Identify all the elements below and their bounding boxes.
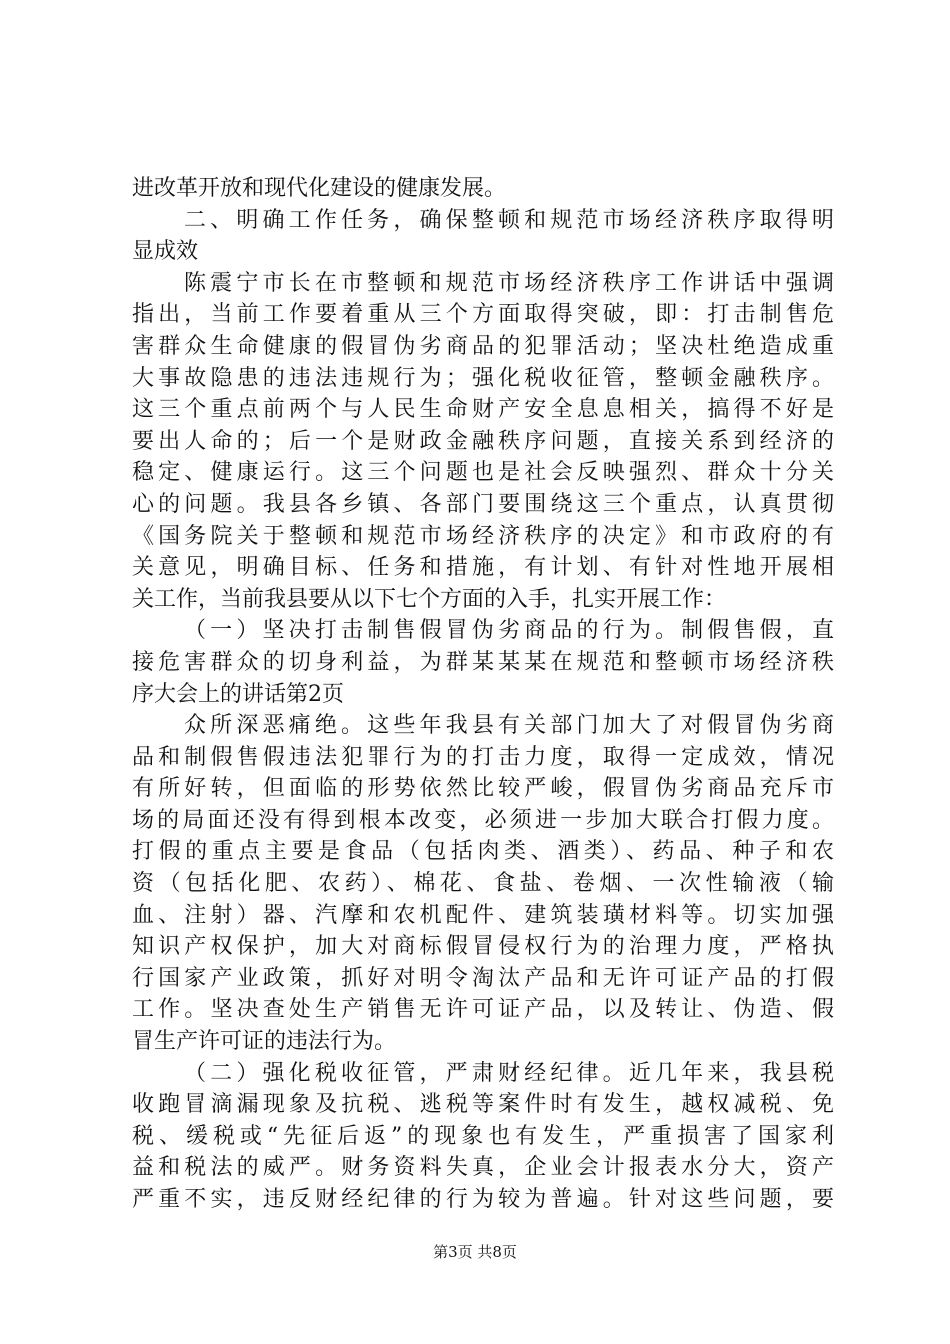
text-line: 工作。坚决查处生产销售无许可证产品，以及转让、伪造、假 (132, 997, 834, 1023)
text-line: 资（包括化肥、农药）、棉花、食盐、卷烟、一次性输液（输 (132, 871, 834, 897)
text-line: 指出，当前工作要着重从三个方面取得突破，即：打击制售危 (132, 302, 834, 328)
text-line: 冒生产许可证的违法行为。 (132, 1029, 397, 1055)
text-line: 这三个重点前两个与人民生命财产安全息息相关，搞得不好是 (132, 397, 834, 423)
text-line: 接危害群众的切身利益，为群某某某在规范和整顿市场经济秩 (132, 649, 834, 675)
text-line: （二）强化税收征管，严肃财经纪律。近几年来，我县税 (184, 1060, 834, 1086)
text-line: 二、明确工作任务，确保整顿和规范市场经济秩序取得明 (184, 207, 834, 233)
page-number-label: 第3页 共8页 (433, 1243, 517, 1261)
text-line: 严重不实，违反财经纪律的行为较为普遍。针对这些问题，要 (132, 1187, 834, 1212)
text-line: 大事故隐患的违法违规行为；强化税收征管，整顿金融秩序。 (132, 365, 834, 391)
text-line: 关意见，明确目标、任务和措施，有计划、有针对性地开展相 (132, 555, 834, 581)
text-line: 收跑冒滴漏现象及抗税、逃税等案件时有发生，越权减税、免 (132, 1092, 834, 1118)
text-line: 税、缓税或“先征后返”的现象也有发生，严重损害了国家利 (132, 1123, 834, 1149)
text-line: 有所好转，但面临的形势依然比较严峻，假冒伪劣商品充斥市 (132, 776, 834, 802)
text-line: 稳定、健康运行。这三个问题也是社会反映强烈、群众十分关 (132, 460, 834, 486)
text-line: 知识产权保护，加大对商标假冒侵权行为的治理力度，严格执 (132, 934, 834, 960)
text-line: 害群众生命健康的假冒伪劣商品的犯罪活动；坚决杜绝造成重 (132, 333, 834, 359)
text-line: 行国家产业政策，抓好对明令淘汰产品和无许可证产品的打假 (132, 965, 834, 991)
text-line: 打假的重点主要是食品（包括肉类、酒类）、药品、种子和农 (132, 839, 834, 865)
text-line: 显成效 (132, 239, 199, 265)
text-line: 场的局面还没有得到根本改变，必须进一步加大联合打假力度。 (132, 807, 834, 833)
text-line: 品和制假售假违法犯罪行为的打击力度，取得一定成效，情况 (132, 744, 834, 770)
text-line: （一）坚决打击制售假冒伪劣商品的行为。制假售假，直 (184, 618, 834, 644)
text-line: 序大会上的讲话第2页 (132, 681, 344, 707)
text-line: 益和税法的威严。财务资料失真，企业会计报表水分大，资产 (132, 1155, 834, 1181)
text-line: 进改革开放和现代化建设的健康发展。 (132, 176, 507, 201)
text-line: 众所深恶痛绝。这些年我县有关部门加大了对假冒伪劣商 (184, 713, 834, 739)
text-line: 血、注射）器、汽摩和农机配件、建筑装璜材料等。切实加强 (132, 902, 834, 928)
text-line: 《国务院关于整顿和规范市场经济秩序的决定》和市政府的有 (132, 523, 834, 549)
page-footer (0, 1242, 950, 1262)
document-body (132, 173, 834, 1216)
text-line: 要出人命的；后一个是财政金融秩序问题，直接关系到经济的 (132, 428, 834, 454)
text-line: 陈震宁市长在市整顿和规范市场经济秩序工作讲话中强调 (184, 270, 834, 296)
text-line: 关工作，当前我县要从以下七个方面的入手，扎实开展工作： (132, 586, 727, 612)
text-line: 心的问题。我县各乡镇、各部门要围绕这三个重点，认真贯彻 (132, 491, 834, 517)
